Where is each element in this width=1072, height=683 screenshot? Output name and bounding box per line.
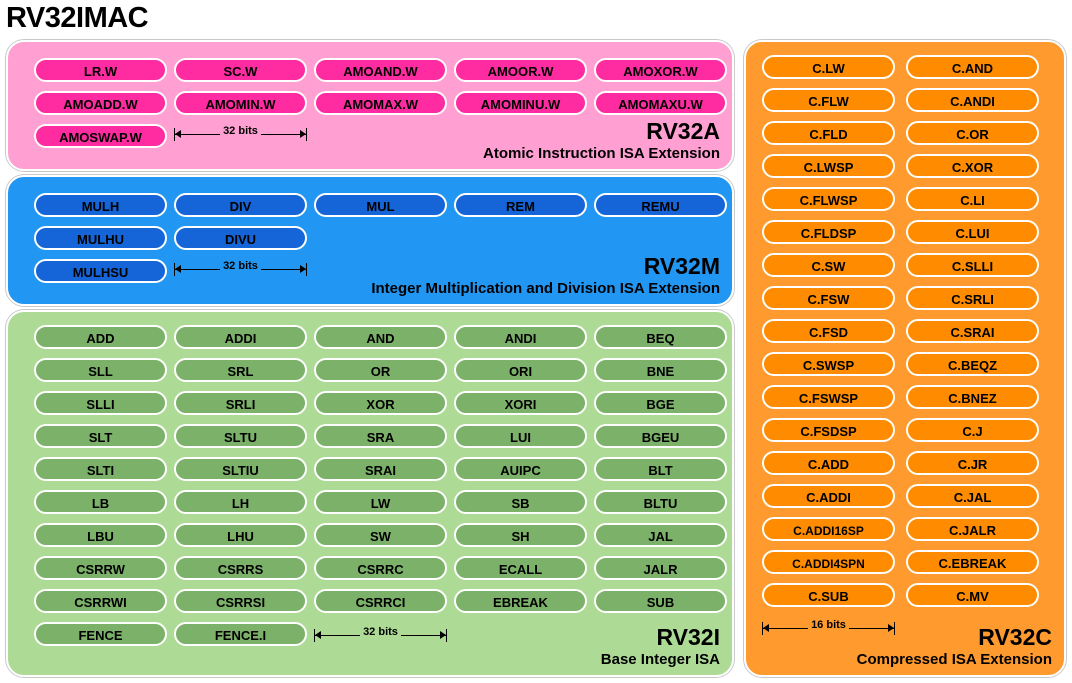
instruction-pill[interactable]: BLTU (594, 490, 727, 514)
instruction-pill[interactable]: AMOMAXU.W (594, 91, 727, 115)
width-label: 32 bits (360, 626, 401, 638)
panel-footer-rv32i (601, 625, 720, 669)
instruction-pill[interactable]: SLTI (34, 457, 167, 481)
instruction-pill[interactable]: SRL (174, 358, 307, 382)
instruction-pill[interactable]: C.BEQZ (906, 352, 1039, 376)
instruction-pill[interactable]: C.FLWSP (762, 187, 895, 211)
instruction-pill[interactable]: SC.W (174, 58, 307, 82)
instruction-pill[interactable]: C.ADD (762, 451, 895, 475)
instruction-pill[interactable]: AMOMAX.W (314, 91, 447, 115)
instruction-pill[interactable]: SRA (314, 424, 447, 448)
instruction-pill[interactable]: AMOMINU.W (454, 91, 587, 115)
instruction-pill[interactable]: AMOAND.W (314, 58, 447, 82)
instruction-pill[interactable]: C.SLLI (906, 253, 1039, 277)
instruction-pill[interactable]: C.FSDSP (762, 418, 895, 442)
instruction-pill[interactable]: CSRRSI (174, 589, 307, 613)
instruction-pill[interactable]: ADD (34, 325, 167, 349)
panel-rv32c (744, 40, 1066, 677)
width-ruler-rv32a (174, 126, 307, 142)
instruction-pill[interactable]: SB (454, 490, 587, 514)
instruction-pill[interactable]: JAL (594, 523, 727, 547)
extension-name: RV32A (646, 118, 720, 144)
instruction-pill[interactable]: LR.W (34, 58, 167, 82)
instruction-pill[interactable]: AMOOR.W (454, 58, 587, 82)
panel-footer-rv32m (371, 254, 720, 298)
instruction-pill[interactable]: XORI (454, 391, 587, 415)
instruction-pill[interactable]: C.LI (906, 187, 1039, 211)
instruction-pill[interactable]: C.SW (762, 253, 895, 277)
instruction-pill[interactable]: AMOADD.W (34, 91, 167, 115)
instruction-pill[interactable]: C.JAL (906, 484, 1039, 508)
instruction-pill[interactable]: C.FLDSP (762, 220, 895, 244)
instruction-pill[interactable]: C.FSWSP (762, 385, 895, 409)
instruction-pill[interactable]: C.FLD (762, 121, 895, 145)
instruction-pill[interactable]: AMOXOR.W (594, 58, 727, 82)
instruction-pill[interactable]: C.ANDI (906, 88, 1039, 112)
instruction-pill[interactable]: C.FSD (762, 319, 895, 343)
width-label: 32 bits (220, 260, 261, 272)
extension-description: Atomic Instruction ISA Extension (483, 145, 720, 162)
instruction-pill[interactable]: BLT (594, 457, 727, 481)
instruction-pill[interactable]: C.J (906, 418, 1039, 442)
instruction-pill[interactable]: SRLI (174, 391, 307, 415)
instruction-pill[interactable]: C.FLW (762, 88, 895, 112)
instruction-pill[interactable]: C.AND (906, 55, 1039, 79)
panel-footer-rv32c (857, 625, 1052, 669)
instruction-pill[interactable]: MULH (34, 193, 167, 217)
instruction-pill[interactable]: MULHSU (34, 259, 167, 283)
panel-rv32i (6, 310, 734, 677)
extension-name: RV32M (643, 253, 720, 279)
instruction-pill[interactable]: ORI (454, 358, 587, 382)
instruction-pill[interactable]: C.LW (762, 55, 895, 79)
instruction-pill[interactable]: CSRRWI (34, 589, 167, 613)
instruction-pill[interactable]: CSRRC (314, 556, 447, 580)
instruction-pill[interactable]: C.ADDI16SP (762, 517, 895, 541)
instruction-pill[interactable]: C.ADDI (762, 484, 895, 508)
instruction-pill[interactable]: AMOSWAP.W (34, 124, 167, 148)
instruction-pill[interactable]: SLTU (174, 424, 307, 448)
instruction-pill[interactable]: SLT (34, 424, 167, 448)
width-ruler-rv32i (314, 627, 447, 643)
instruction-pill[interactable]: ANDI (454, 325, 587, 349)
panel-rv32a (6, 40, 734, 171)
instruction-pill[interactable]: LUI (454, 424, 587, 448)
instruction-pill[interactable]: JALR (594, 556, 727, 580)
width-ruler-rv32m (174, 261, 307, 277)
instruction-pill[interactable]: LB (34, 490, 167, 514)
panel-footer-rv32a (483, 119, 720, 163)
instruction-pill[interactable]: C.FSW (762, 286, 895, 310)
instruction-pill[interactable]: MULHU (34, 226, 167, 250)
extension-description: Base Integer ISA (600, 651, 720, 668)
instruction-pill[interactable]: LBU (34, 523, 167, 547)
instruction-pill[interactable]: CSRRS (174, 556, 307, 580)
instruction-pill[interactable]: C.SWSP (762, 352, 895, 376)
instruction-pill[interactable]: REMU (594, 193, 727, 217)
instruction-pill[interactable]: BGEU (594, 424, 727, 448)
instruction-pill[interactable]: C.EBREAK (906, 550, 1039, 574)
instruction-pill[interactable]: AUIPC (454, 457, 587, 481)
instruction-pill[interactable]: DIVU (174, 226, 307, 250)
instruction-pill[interactable]: XOR (314, 391, 447, 415)
width-label: 16 bits (808, 619, 849, 631)
instruction-pill[interactable]: ECALL (454, 556, 587, 580)
instruction-pill[interactable]: REM (454, 193, 587, 217)
page-title: RV32IMAC (6, 2, 149, 34)
instruction-pill[interactable]: SRAI (314, 457, 447, 481)
instruction-pill[interactable]: C.LUI (906, 220, 1039, 244)
instruction-pill[interactable]: DIV (174, 193, 307, 217)
instruction-pill[interactable]: C.JALR (906, 517, 1039, 541)
instruction-pill[interactable]: SH (454, 523, 587, 547)
instruction-pill[interactable]: C.ADDI4SPN (762, 550, 895, 574)
instruction-pill[interactable]: SUB (594, 589, 727, 613)
instruction-pill[interactable]: CSRRCI (314, 589, 447, 613)
instruction-pill[interactable]: ADDI (174, 325, 307, 349)
width-label: 32 bits (220, 125, 261, 137)
instruction-pill[interactable]: C.OR (906, 121, 1039, 145)
instruction-pill[interactable]: SLTIU (174, 457, 307, 481)
instruction-pill[interactable]: SLL (34, 358, 167, 382)
extension-name: RV32I (656, 624, 720, 650)
instruction-pill[interactable]: FENCE.I (174, 622, 307, 646)
instruction-pill[interactable]: LW (314, 490, 447, 514)
instruction-pill[interactable]: C.LWSP (762, 154, 895, 178)
instruction-pill[interactable]: CSRRW (34, 556, 167, 580)
instruction-pill[interactable]: BNE (594, 358, 727, 382)
instruction-pill[interactable]: AND (314, 325, 447, 349)
instruction-pill[interactable]: C.BNEZ (906, 385, 1039, 409)
instruction-pill[interactable]: BGE (594, 391, 727, 415)
instruction-pill[interactable]: C.SRLI (906, 286, 1039, 310)
instruction-pill[interactable]: MUL (314, 193, 447, 217)
panel-rv32m (6, 175, 734, 306)
instruction-pill[interactable]: AMOMIN.W (174, 91, 307, 115)
extension-description: Integer Multiplication and Division ISA Extension (371, 280, 720, 297)
instruction-pill[interactable]: C.XOR (906, 154, 1039, 178)
instruction-pill[interactable]: LHU (174, 523, 307, 547)
instruction-pill[interactable]: C.JR (906, 451, 1039, 475)
instruction-pill[interactable]: C.MV (906, 583, 1039, 607)
instruction-pill[interactable]: C.SUB (762, 583, 895, 607)
instruction-pill[interactable]: SW (314, 523, 447, 547)
instruction-pill[interactable]: C.SRAI (906, 319, 1039, 343)
instruction-pill[interactable]: BEQ (594, 325, 727, 349)
extension-name: RV32C (978, 624, 1052, 650)
instruction-pill[interactable]: LH (174, 490, 307, 514)
instruction-pill[interactable]: SLLI (34, 391, 167, 415)
instruction-pill[interactable]: FENCE (34, 622, 167, 646)
extension-description: Compressed ISA Extension (856, 651, 1052, 668)
instruction-pill[interactable]: EBREAK (454, 589, 587, 613)
instruction-pill[interactable]: OR (314, 358, 447, 382)
